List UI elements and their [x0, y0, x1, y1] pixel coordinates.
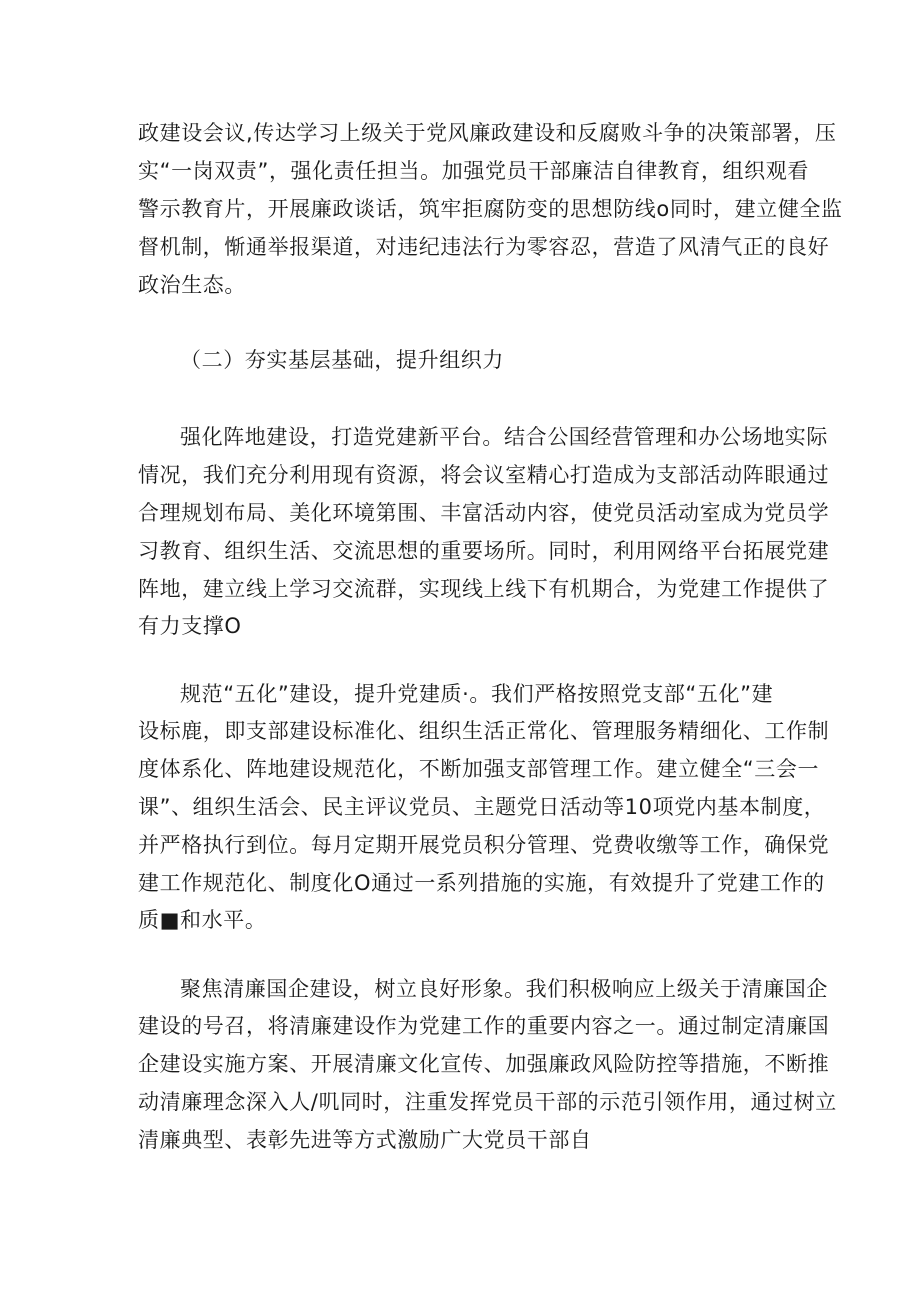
- paragraph-1-line-4: 习教育、组织生活、交流思想的重要场所。同时，利用网络平台拓展党建: [138, 539, 830, 563]
- paragraph-2-line-1: 规范“五化”建设，提升党建质·。我们严格按照党支部“五化”建: [180, 682, 774, 706]
- intro-line-5: 政治生态。: [138, 273, 246, 297]
- paragraph-2-line-3: 度体系化、阵地建设规范化，不断加强支部管理工作。建立健全“三会一: [138, 757, 820, 781]
- paragraph-1-line-6: 有力支撑O: [138, 614, 242, 638]
- paragraph-3-line-1: 聚焦清廉国企建设，树立良好形象。我们积极响应上级关于清廉国企: [180, 977, 828, 1001]
- intro-line-2: 实“一岗双责”，强化责任担当。加强党员干部廉洁自律教育，组织观看: [138, 159, 809, 183]
- paragraph-2-line-7: 质■和水平。: [138, 908, 267, 932]
- paragraph-1-line-2: 情况，我们充分利用现有资源，将会议室精心打造成为支部活动阵眼通过: [138, 463, 830, 487]
- paragraph-3-line-5: 清廉典型、表彰先进等方式激励广大党员干部自: [138, 1128, 592, 1152]
- paragraph-2-line-4: 课”、组织生活会、民主评议党员、主题党日活动等10项党内基本制度，: [138, 795, 826, 819]
- section-heading: （二）夯实基层基础，提升组织力: [180, 348, 504, 372]
- paragraph-3-line-4: 动清廉理念深入人/叽同时，注重发挥党员干部的示范引领作用，通过树立: [138, 1090, 837, 1114]
- paragraph-1-line-1: 强化阵地建设，打造党建新平台。结合公国经营管理和办公场地实际: [180, 425, 828, 449]
- paragraph-2-line-6: 建工作规范化、制度化O通过一系列措施的实施，有效提升了党建工作的: [138, 871, 825, 895]
- paragraph-1-line-5: 阵地，建立线上学习交流群，实现线上线下有机期合，为党建工作提供了: [138, 577, 830, 601]
- paragraph-2-line-2: 设标鹿，即支部建设标准化、组织生活正常化、管理服务精细化、工作制: [138, 719, 830, 743]
- paragraph-2-line-5: 并严格执行到位。每月定期开展党员积分管理、党费收缴等工作，确保党: [138, 833, 830, 857]
- intro-line-1: 政建设会议,传达学习上级关于党风廉政建设和反腐败斗争的决策部署，压: [138, 121, 837, 145]
- paragraph-1-line-3: 合理规划布局、美化环境第围、丰富活动内容，使党员活动室成为党员学: [138, 501, 830, 525]
- intro-line-4: 督机制，惭通举报渠道，对违纪违法行为零容忍，营造了风清气正的良好: [138, 235, 830, 259]
- paragraph-3-line-2: 建设的号召，将清廉建设作为党建工作的重要内容之一。通过制定清廉国: [138, 1014, 830, 1038]
- paragraph-3-line-3: 企建设实施方案、开展清廉文化宣传、加强廉政风险防控等措施，不断推: [138, 1052, 830, 1076]
- intro-line-3: 警示教育片，开展廉政谈话，筑牢拒腐防变的思想防线o同时，建立健全监: [138, 197, 843, 221]
